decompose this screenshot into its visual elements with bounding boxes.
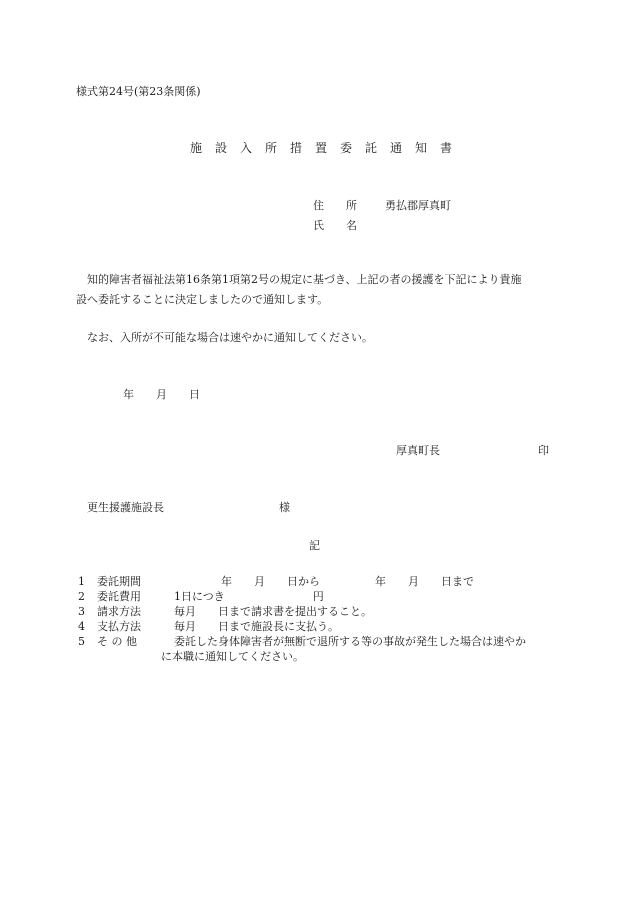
item-content: 委託した身体障害者が無断で退所する等の事故が発生した場合は速やか bbox=[174, 635, 526, 648]
seal-mark: 印 bbox=[538, 444, 549, 457]
item-number: 2 bbox=[78, 590, 85, 603]
issuer-title: 厚真町長 bbox=[396, 444, 440, 457]
form-number: 様式第24号(第23条関係) bbox=[76, 85, 201, 98]
item-content: 毎月 日まで請求書を提出すること。 bbox=[174, 605, 372, 618]
item-label: 委託費用 bbox=[97, 590, 141, 603]
body-paragraph-2 bbox=[76, 331, 373, 345]
item-label: そ の 他 bbox=[97, 635, 137, 648]
address-label: 住 所 bbox=[313, 199, 357, 212]
ki-heading: 記 bbox=[309, 539, 320, 552]
addressee-honorific: 様 bbox=[279, 501, 290, 514]
item-label: 支払方法 bbox=[97, 620, 141, 633]
document-title: 施 設 入 所 措 置 委 託 通 知 書 bbox=[190, 141, 453, 155]
item-content-continued: に本職に通知してください。 bbox=[161, 650, 304, 663]
item-content: 毎月 日まで施設長に支払う。 bbox=[174, 620, 339, 633]
item-number: 3 bbox=[78, 605, 85, 618]
item-number: 1 bbox=[78, 575, 85, 588]
body-paragraph-2-text: なお、入所が不可能な場合は速やかに通知してください。 bbox=[87, 331, 373, 344]
body-paragraph-1-line-1 bbox=[76, 270, 576, 290]
item-content: 1日につき 円 bbox=[174, 590, 324, 603]
item-label: 委託期間 bbox=[97, 575, 141, 588]
body-paragraph-1 bbox=[76, 270, 576, 310]
addressee-name bbox=[76, 501, 164, 515]
addressee-name-text: 更生援護施設長 bbox=[87, 501, 164, 514]
body-paragraph-1-text-1: 知的障害者福祉法第16条第1項第2号の規定に基づき、上記の者の援護を下記により貴施 bbox=[87, 273, 522, 286]
item-label: 請求方法 bbox=[97, 605, 141, 618]
item-content: 年 月 日から 年 月 日まで bbox=[221, 575, 474, 588]
date-line: 年 月 日 bbox=[123, 388, 200, 401]
name-label: 氏 名 bbox=[313, 219, 357, 232]
address-value: 勇払郡厚真町 bbox=[385, 199, 451, 212]
item-number: 5 bbox=[78, 635, 85, 648]
body-paragraph-1-line-2: 設へ委託することに決定しましたので通知します。 bbox=[76, 293, 329, 306]
item-number: 4 bbox=[78, 620, 85, 633]
